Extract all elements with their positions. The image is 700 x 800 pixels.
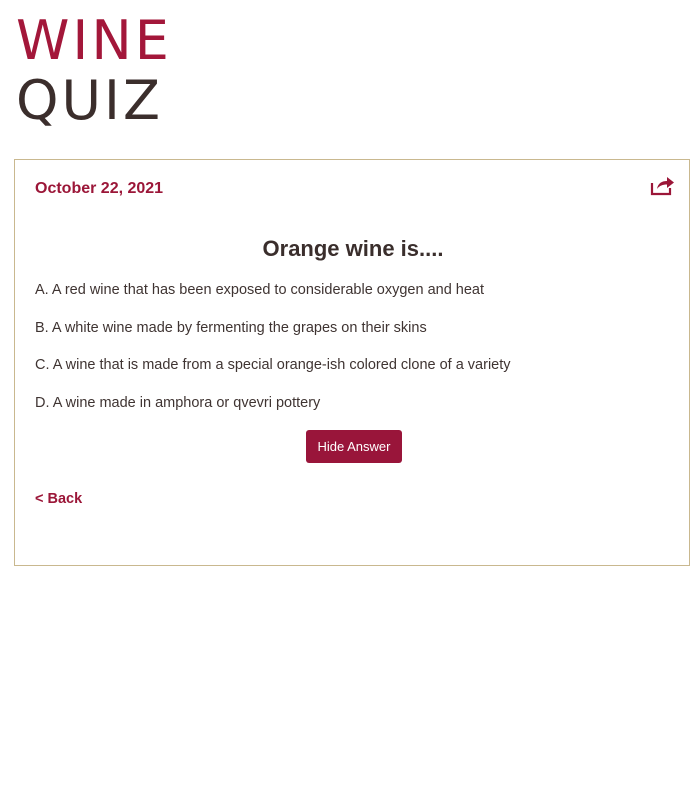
answer-option-b: B. A white wine made by fermenting the grapes on their skins — [35, 320, 427, 336]
wine-quiz-logo — [16, 9, 188, 132]
share-icon — [649, 174, 675, 196]
quiz-date: October 22, 2021 — [35, 180, 164, 197]
share-button[interactable] — [649, 174, 675, 196]
answer-option-a: A. A red wine that has been exposed to considerable oxygen and heat — [35, 282, 485, 298]
answer-option-d: D. A wine made in amphora or qvevri pottery — [35, 395, 321, 411]
back-link[interactable]: < Back — [35, 491, 83, 507]
logo-wine-text: WINE — [16, 9, 172, 72]
logo-quiz-text: QUIZ — [16, 69, 163, 132]
hide-answer-button[interactable]: Hide Answer — [306, 430, 402, 463]
question-title: Orange wine is.... — [262, 236, 444, 261]
quiz-card — [14, 159, 690, 566]
answer-option-c: C. A wine that is made from a special orange-ish colored clone of a variety — [35, 357, 511, 373]
